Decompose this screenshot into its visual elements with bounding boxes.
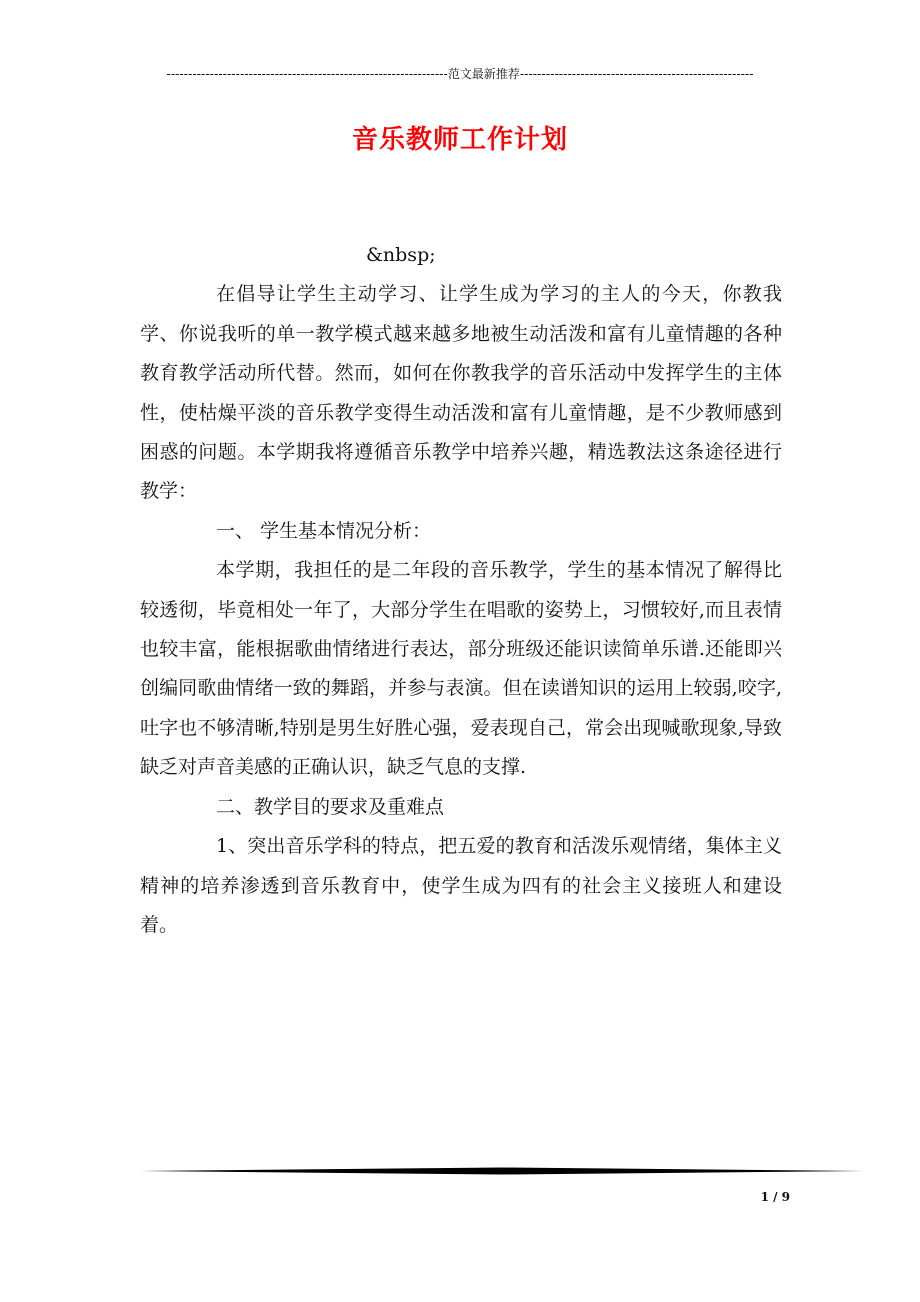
- footer-rule: [140, 1164, 864, 1178]
- body-paragraph-goal-1: 1、突出音乐学科的特点，把五爱的教育和活泼乐观情绪，集体主义精神的培养渗透到音乐教育中，使学生成为四有的社会主义接班人和建设着。: [140, 835, 782, 936]
- body-paragraph-analysis: 本学期，我担任的是二年段的音乐教学，学生的基本情况了解得比较透彻，毕竟相处一年了，大部分学生在唱歌的姿势上，习惯较好,而且表情也较丰富，能根据歌曲情绪进行表达，部分班级还能识读简单乐谱.还能即兴创编同歌曲情绪一致的舞蹈，并参与表演。但在读谱知识的运用上较弱,咬字,吐字也不够清晰,特别是男生好胜心强，爱表现自己，常会出现喊歌现象,导致缺乏对声音美感的正确认识，缺乏气息的支撑.: [140, 559, 782, 779]
- section-heading-1: 一、 学生基本情况分析：: [216, 519, 432, 542]
- page-number: 1 / 9: [760, 1190, 790, 1204]
- document-title: 音乐教师工作计划: [351, 125, 568, 155]
- header-banner: -----------------------------------------------------------------范文最新推荐------------------------------------------------------: [166, 67, 754, 81]
- document-body: [140, 236, 782, 945]
- body-paragraph-intro: 在倡导让学生主动学习、让学生成为学习的主人的今天，你教我学、你说我听的单一教学模式越来越多地被生动活泼和富有儿童情趣的各种教育教学活动所代替。然而，如何在你教我学的音乐活动中发挥学生的主体性，使枯燥平淡的音乐教学变得生动活泼和富有儿童情趣，是不少教师感到困惑的问题。本学期我将遵循音乐教学中培养兴趣，精选教法这条途径进行教学：: [140, 283, 782, 503]
- section-heading-2: 二、教学目的要求及重难点: [216, 795, 445, 818]
- body-paragraph-placeholder: &nbsp;: [366, 244, 436, 266]
